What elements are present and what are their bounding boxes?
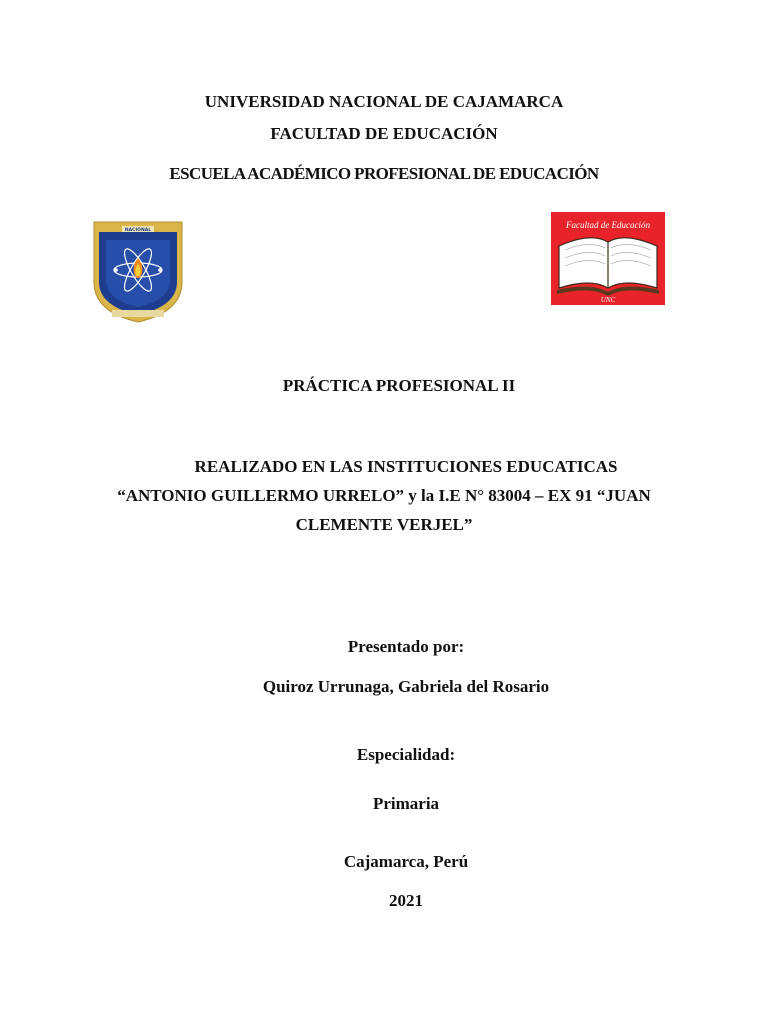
place: Cajamarca, Perú [343,852,469,871]
subtitle-line-2: “ANTONIO GUILLERMO URRELO” y la I.E N° 83004 – EX 91 “JUAN [117,486,651,505]
university-seal-icon [92,220,184,324]
specialty-label: Especialidad: [356,745,456,764]
faculty-education-logo-icon [551,212,665,305]
specialty-value: Primaria [372,794,440,813]
school-name: ESCUELA ACADÉMICO PROFESIONAL DE EDUCACIÓN [169,164,599,183]
svg-text:UNC: UNC [600,296,616,304]
subtitle-line-3: CLEMENTE VERJEL” [295,515,473,534]
svg-text:NACIONAL: NACIONAL [124,228,152,233]
subtitle-line-1: REALIZADO EN LAS INSTITUCIONES EDUCATICAS [194,457,618,476]
document-title: PRÁCTICA PROFESIONAL II [282,376,516,395]
author-name: Quiroz Urrunaga, Gabriela del Rosario [262,677,550,696]
year: 2021 [389,891,423,910]
presented-by-label: Presentado por: [347,637,465,656]
faculty-name: FACULTAD DE EDUCACIÓN [270,124,498,143]
svg-text:Facultad de Educación: Facultad de Educación [566,220,650,230]
university-name: UNIVERSIDAD NACIONAL DE CAJAMARCA [204,92,564,111]
